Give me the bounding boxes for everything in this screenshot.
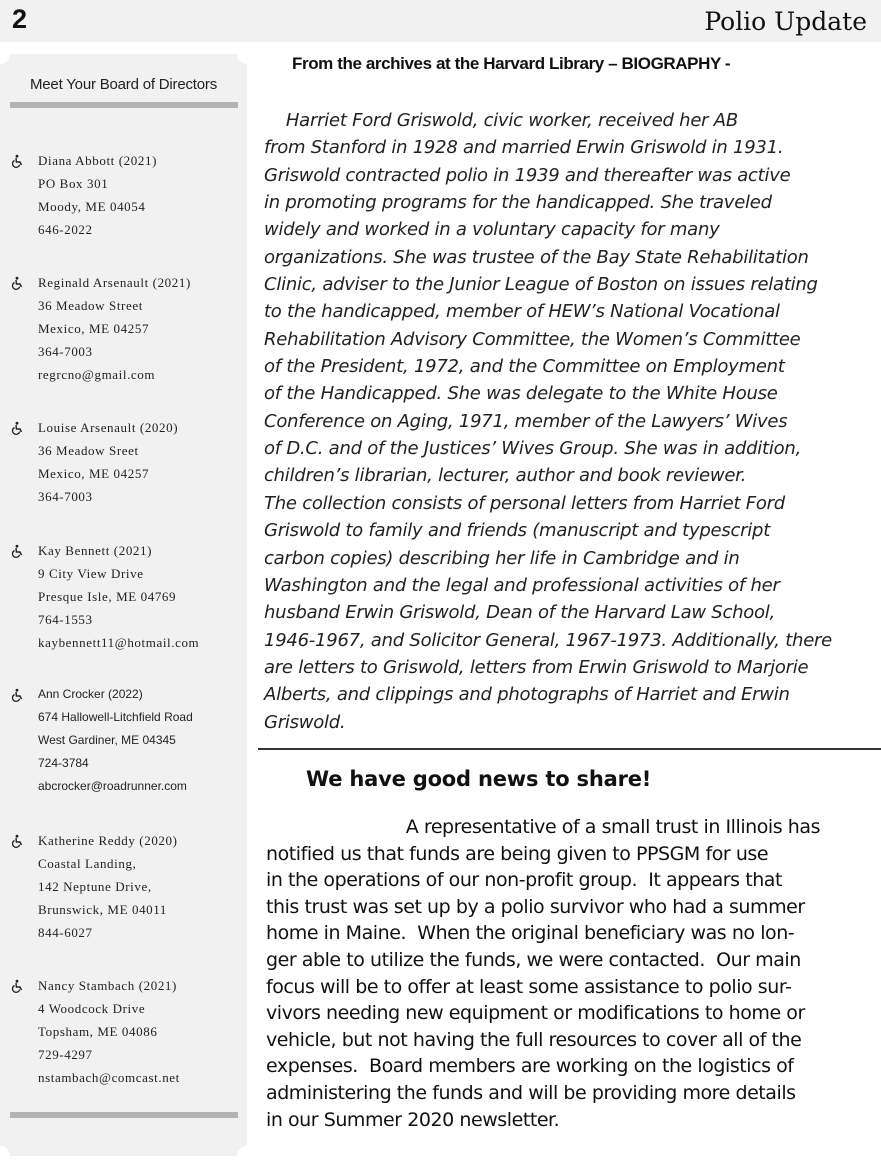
director-detail: 9 City View Drive xyxy=(38,566,144,581)
director-name: Diana Abbott (2021) xyxy=(38,153,157,168)
news-line: vivors needing new equipment or modifications to home or xyxy=(266,1002,805,1025)
news-line: notified us that funds are being given to PPSGM for use xyxy=(266,842,769,865)
newsletter-title: Polio Update xyxy=(704,7,867,36)
page-number: 2 xyxy=(12,4,28,34)
wheelchair-icon xyxy=(10,416,26,443)
sidebar-title: Meet Your Board of Directors xyxy=(30,76,217,93)
director-detail: 364-7003 xyxy=(38,489,93,504)
director-name: Nancy Stambach (2021) xyxy=(38,978,177,993)
news-line: administering the funds and will be providing more details xyxy=(266,1081,796,1104)
director-name: Ann Crocker (2022) xyxy=(38,687,143,701)
biography-line: children’s librarian, lecturer, author and book reviewer. xyxy=(264,465,747,487)
biography-line: Alberts, and clippings and photographs of Harriet and Erwin xyxy=(264,684,790,706)
wheelchair-icon xyxy=(10,683,26,710)
director-detail: Brunswick, ME 04011 xyxy=(38,902,167,917)
biography-line: of D.C. and of the Justices’ Wives Group. She was in addition, xyxy=(264,438,801,460)
director-entry xyxy=(10,539,245,654)
director-detail: Mexico, ME 04257 xyxy=(38,321,150,336)
wheelchair-icon xyxy=(10,271,26,298)
biography-text xyxy=(264,107,879,736)
director-detail: 36 Meadow Street xyxy=(38,298,143,313)
director-name: Louise Arsenault (2020) xyxy=(38,420,179,435)
director-detail: Mexico, ME 04257 xyxy=(38,466,150,481)
news-line: home in Maine. When the original beneficiary was no lon- xyxy=(266,922,795,945)
director-name: Kay Bennett (2021) xyxy=(38,543,153,558)
biography-line: Conference on Aging, 1971, member of the Lawyers’ Wives xyxy=(264,410,788,432)
director-detail: 36 Meadow Sreet xyxy=(38,443,139,458)
biography-line: widely and worked in a voluntary capacity for many xyxy=(264,219,720,241)
director-detail: 764-1553 xyxy=(38,612,93,627)
director-detail: regrcno@gmail.com xyxy=(38,367,156,382)
biography-line: of the President, 1972, and the Committee on Employment xyxy=(264,356,785,378)
sidebar-top-rule xyxy=(10,102,238,108)
biography-line: to the handicapped, member of HEW’s National Vocational xyxy=(264,301,780,323)
director-entry xyxy=(10,974,245,1089)
director-detail: Topsham, ME 04086 xyxy=(38,1024,158,1039)
sidebar-bottom-rule xyxy=(10,1112,238,1118)
director-detail: 729-4297 xyxy=(38,1047,93,1062)
director-detail: 844-6027 xyxy=(38,925,93,940)
director-detail: 674 Hallowell-Litchfield Road xyxy=(38,710,193,724)
news-line: in our Summer 2020 newsletter. xyxy=(266,1108,560,1131)
biography-line: Washington and the legal and professional activities of her xyxy=(264,574,780,596)
page-header xyxy=(0,0,881,42)
director-detail: 142 Neptune Drive, xyxy=(38,879,152,894)
biography-line: husband Erwin Griswold, Dean of the Harvard Law School, xyxy=(264,602,776,624)
director-entry xyxy=(10,271,245,386)
biography-line: from Stanford in 1928 and married Erwin Griswold in 1931. xyxy=(264,137,784,159)
wheelchair-icon xyxy=(10,974,26,1001)
director-detail: 4 Woodcock Drive xyxy=(38,1001,146,1016)
director-name: Katherine Reddy (2020) xyxy=(38,833,178,848)
director-detail: Presque Isle, ME 04769 xyxy=(38,589,177,604)
news-line: this trust was set up by a polio survivor who had a summer xyxy=(266,895,805,918)
news-text xyxy=(266,814,878,1133)
director-entry xyxy=(10,829,245,944)
biography-line: Griswold to family and friends (manuscript and typescript xyxy=(264,520,771,542)
biography-line: Griswold. xyxy=(264,711,346,733)
director-detail: abcrocker@roadrunner.com xyxy=(38,779,187,793)
biography-line: Rehabilitation Advisory Committee, the Women’s Committee xyxy=(264,328,801,350)
biography-line: Harriet Ford Griswold, civic worker, received her AB xyxy=(264,110,738,131)
biography-line: Clinic, adviser to the Junior League of Boston on issues relating xyxy=(264,274,818,296)
biography-line: 1946-1967, and Solicitor General, 1967-1973. Additionally, there xyxy=(264,629,832,651)
wheelchair-icon xyxy=(10,829,26,856)
director-detail: 724-3784 xyxy=(38,756,89,770)
biography-line: are letters to Griswold, letters from Erwin Griswold to Marjorie xyxy=(264,656,809,678)
section-divider xyxy=(258,748,881,750)
director-detail: kaybennett11@hotmail.com xyxy=(38,635,200,650)
biography-line: organizations. She was trustee of the Bay State Rehabilitation xyxy=(264,246,809,268)
director-detail: 364-7003 xyxy=(38,344,93,359)
news-line: in the operations of our non-profit group. It appears that xyxy=(266,869,782,892)
news-line: expenses. Board members are working on the logistics of xyxy=(266,1055,794,1078)
director-detail: 646-2022 xyxy=(38,222,93,237)
news-heading: We have good news to share! xyxy=(306,767,652,791)
director-detail: PO Box 301 xyxy=(38,176,109,191)
biography-line: Griswold contracted polio in 1939 and thereafter was active xyxy=(264,164,791,186)
director-detail: Coastal Landing, xyxy=(38,856,137,871)
news-line: ger able to utilize the funds, we were contacted. Our main xyxy=(266,948,801,971)
director-name: Reginald Arsenault (2021) xyxy=(38,275,191,290)
news-line: vehicle, but not having the full resources to cover all of the xyxy=(266,1028,802,1051)
news-line: A representative of a small trust in Illinois has xyxy=(266,816,821,838)
biography-line: of the Handicapped. She was delegate to the White House xyxy=(264,383,778,405)
wheelchair-icon xyxy=(10,149,26,176)
director-entry xyxy=(10,149,245,241)
wheelchair-icon xyxy=(10,539,26,566)
biography-line: The collection consists of personal letters from Harriet Ford xyxy=(264,492,785,514)
director-entry xyxy=(10,416,245,508)
archive-heading: From the archives at the Harvard Library – BIOGRAPHY - xyxy=(292,54,731,73)
director-detail: nstambach@comcast.net xyxy=(38,1070,180,1085)
director-detail: Moody, ME 04054 xyxy=(38,199,146,214)
director-entry xyxy=(10,683,245,798)
news-line: focus will be to offer at least some assistance to polio sur- xyxy=(266,975,792,998)
biography-line: carbon copies) describing her life in Cambridge and in xyxy=(264,547,740,569)
director-detail: West Gardiner, ME 04345 xyxy=(38,733,176,747)
biography-line: in promoting programs for the handicapped. She traveled xyxy=(264,192,772,214)
